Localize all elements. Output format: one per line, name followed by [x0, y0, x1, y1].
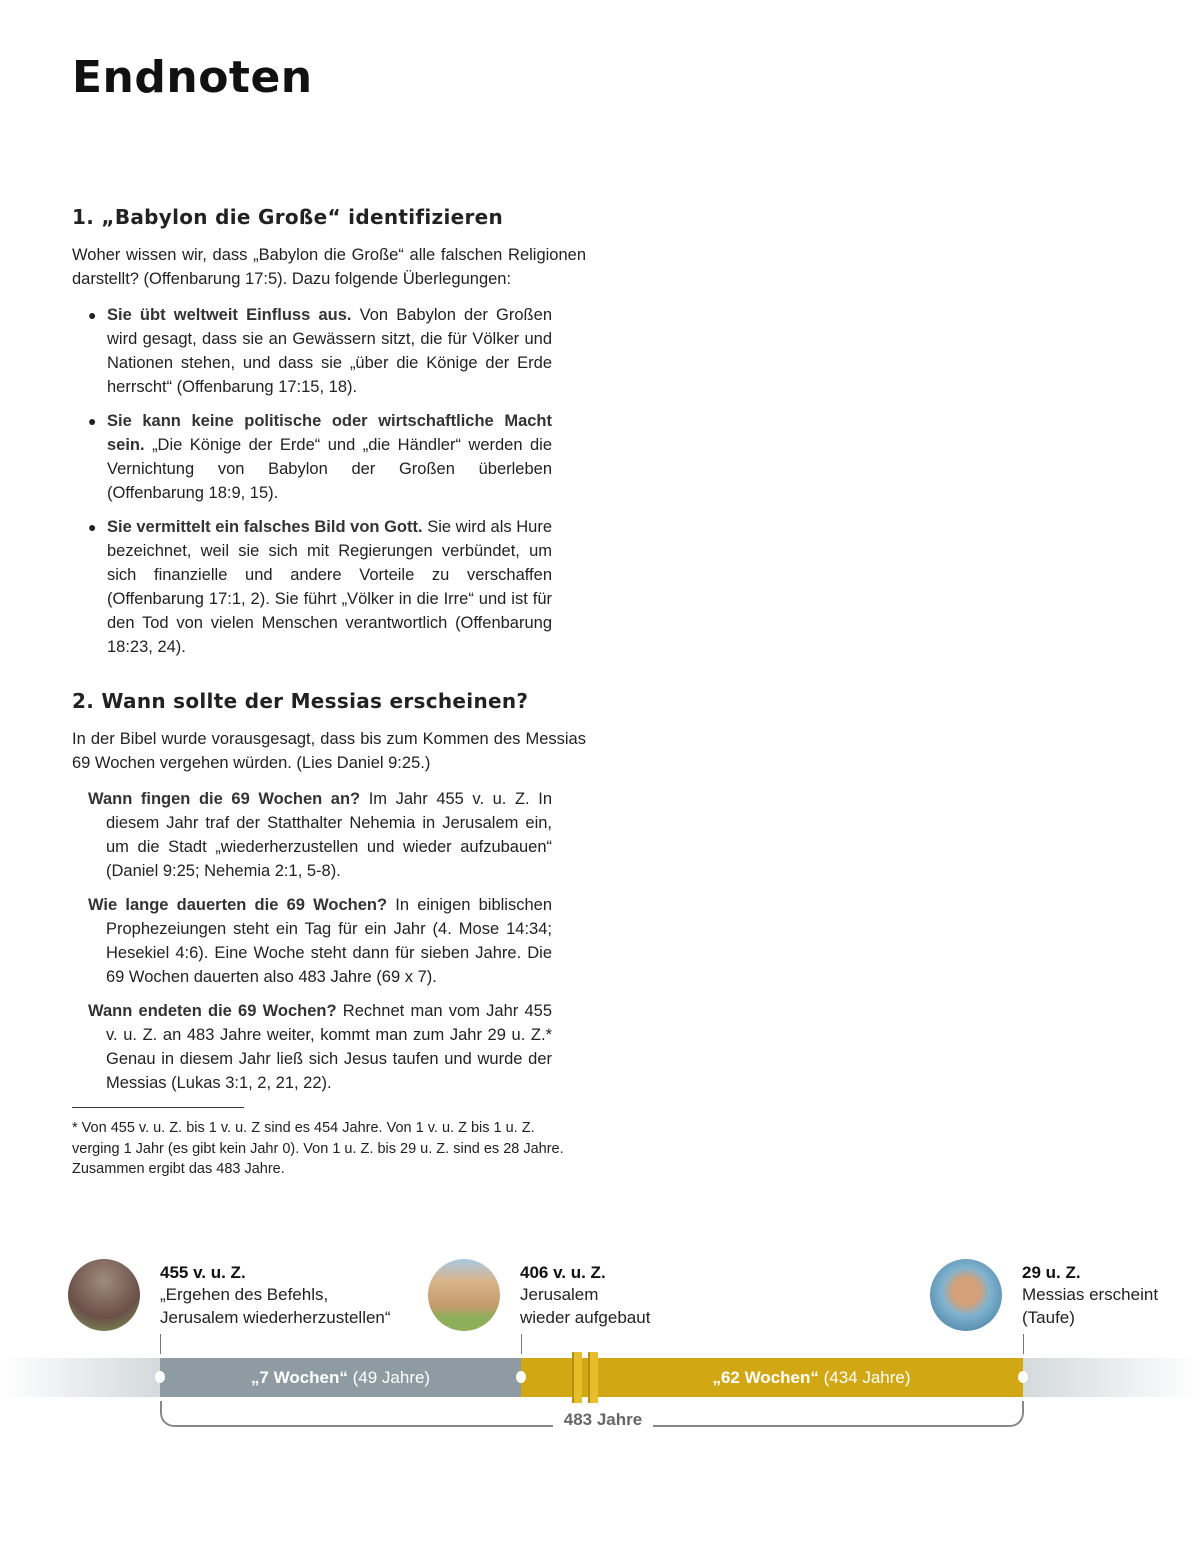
answer-text: Rechnet man vom Jahr 455 v. u. Z. an 483 Jahre weiter, kommt man zum Jahr 29 u. Z.* Genau in diesem Jahr ließ sich Jesus taufen und wurde der Messias (Lukas 3:1, 2, 21, 22).: [106, 1002, 552, 1092]
page-title: Endnoten: [72, 52, 313, 103]
timeline-fade-right: [1023, 1358, 1200, 1397]
timeline: [0, 1246, 1200, 1446]
item-text: Von Babylon der Großen wird gesagt, dass sie an Gewässern sitzt, die für Völker und Nationen stehen, und dass sie „über die Könige der Erde herrscht“ (Offenbarung 17:15, 18).: [107, 306, 552, 396]
timeline-fade-left: [0, 1358, 160, 1397]
question-item: [72, 999, 552, 1095]
item-text: Sie wird als Hure bezeichnet, weil sie sich mit Regierungen verbündet, um sich finanzielle und andere Vorteile zu verschaffen (Offenbarung 17:1, 2). Sie führt „Völker in die Irre“ und ist für den Tod von vielen Menschen verantwortlich (Offenbarung 18:23, 24).: [107, 518, 552, 656]
question-bold: Wann endeten die 69 Wochen?: [88, 1002, 337, 1020]
city-walls-image: [428, 1259, 500, 1331]
list-item: [72, 515, 552, 659]
segment-label: „7 Wochen“ (49 Jahre): [250, 1367, 431, 1387]
question-bold: Wann fingen die 69 Wochen an?: [88, 790, 361, 808]
tick: [521, 1334, 522, 1354]
event-455: 455 v. u. Z. „Ergehen des Befehls, Jerusalem wiederherzustellen“: [160, 1262, 391, 1327]
event-406: 406 v. u. Z. Jerusalem wieder aufgebaut: [520, 1262, 651, 1327]
answer-text: Im Jahr 455 v. u. Z. In diesem Jahr traf der Statthalter Nehemia in Jerusalem ein, um die Stadt „wiederherzustellen und wieder aufzubauen“ (Daniel 9:25; Nehemia 2:1, 5-8).: [106, 790, 552, 880]
ruins-image: [68, 1259, 140, 1331]
item-bold: Sie kann keine politische oder wirtschaftliche Macht sein.: [107, 412, 552, 454]
footnote-divider: [72, 1107, 244, 1108]
bullet-icon: ●: [88, 307, 97, 323]
section-heading: 2. Wann sollte der Messias erscheinen?: [72, 689, 529, 713]
section-babylon: [72, 205, 586, 659]
section-intro: Woher wissen wir, dass „Babylon die Große“ alle falschen Religionen darstellt? (Offenbarung 17:5). Dazu folgende Überlegungen:: [72, 246, 586, 288]
section-heading: 1. „Babylon die Große“ identifizieren: [72, 205, 504, 229]
list-item: [72, 409, 552, 505]
bullet-icon: ●: [88, 519, 97, 535]
question-item: [72, 893, 552, 989]
item-bold: Sie übt weltweit Einfluss aus.: [107, 306, 352, 324]
event-29: 29 u. Z. Messias erscheint (Taufe): [1022, 1262, 1159, 1327]
item-bold: Sie vermittelt ein falsches Bild von Gott.: [107, 518, 423, 536]
break-marker: [572, 1352, 582, 1403]
total-label: 483 Jahre: [553, 1410, 653, 1430]
question-item: [72, 787, 552, 883]
segment-label: „62 Wochen“ (434 Jahre): [712, 1367, 911, 1387]
section-intro: In der Bibel wurde vorausgesagt, dass bis zum Kommen des Messias 69 Wochen vergehen würden. (Lies Daniel 9:25.): [72, 730, 586, 772]
text-column: [72, 205, 586, 1180]
footnote: * Von 455 v. u. Z. bis 1 v. u. Z sind es 454 Jahre. Von 1 v. u. Z bis 1 u. Z. verging 1 Jahr (es gibt kein Jahr 0). Von 1 u. Z. bis 29 u. Z. sind es 28 Jahre. Zusammen ergibt das 483 Jahre.: [72, 1120, 564, 1177]
section-messiah: [72, 689, 586, 1180]
baptism-image: [930, 1259, 1002, 1331]
answer-text: In einigen biblischen Prophezeiungen steht ein Tag für ein Jahr (4. Mose 14:34; Hesekiel 4:6). Eine Woche steht dann für sieben Jahre. Die 69 Wochen dauerten also 483 Jahre (69 x 7).: [106, 896, 552, 986]
bullet-icon: ●: [88, 413, 97, 429]
tick: [160, 1334, 161, 1354]
tick: [1023, 1334, 1024, 1354]
item-text: „Die Könige der Erde“ und „die Händler“ werden die Vernichtung von Babylon der Großen überleben (Offenbarung 18:9, 15).: [107, 436, 552, 502]
page-content: [0, 205, 1200, 1446]
break-marker: [588, 1352, 598, 1403]
list-item: [72, 303, 552, 399]
question-bold: Wie lange dauerten die 69 Wochen?: [88, 896, 388, 914]
